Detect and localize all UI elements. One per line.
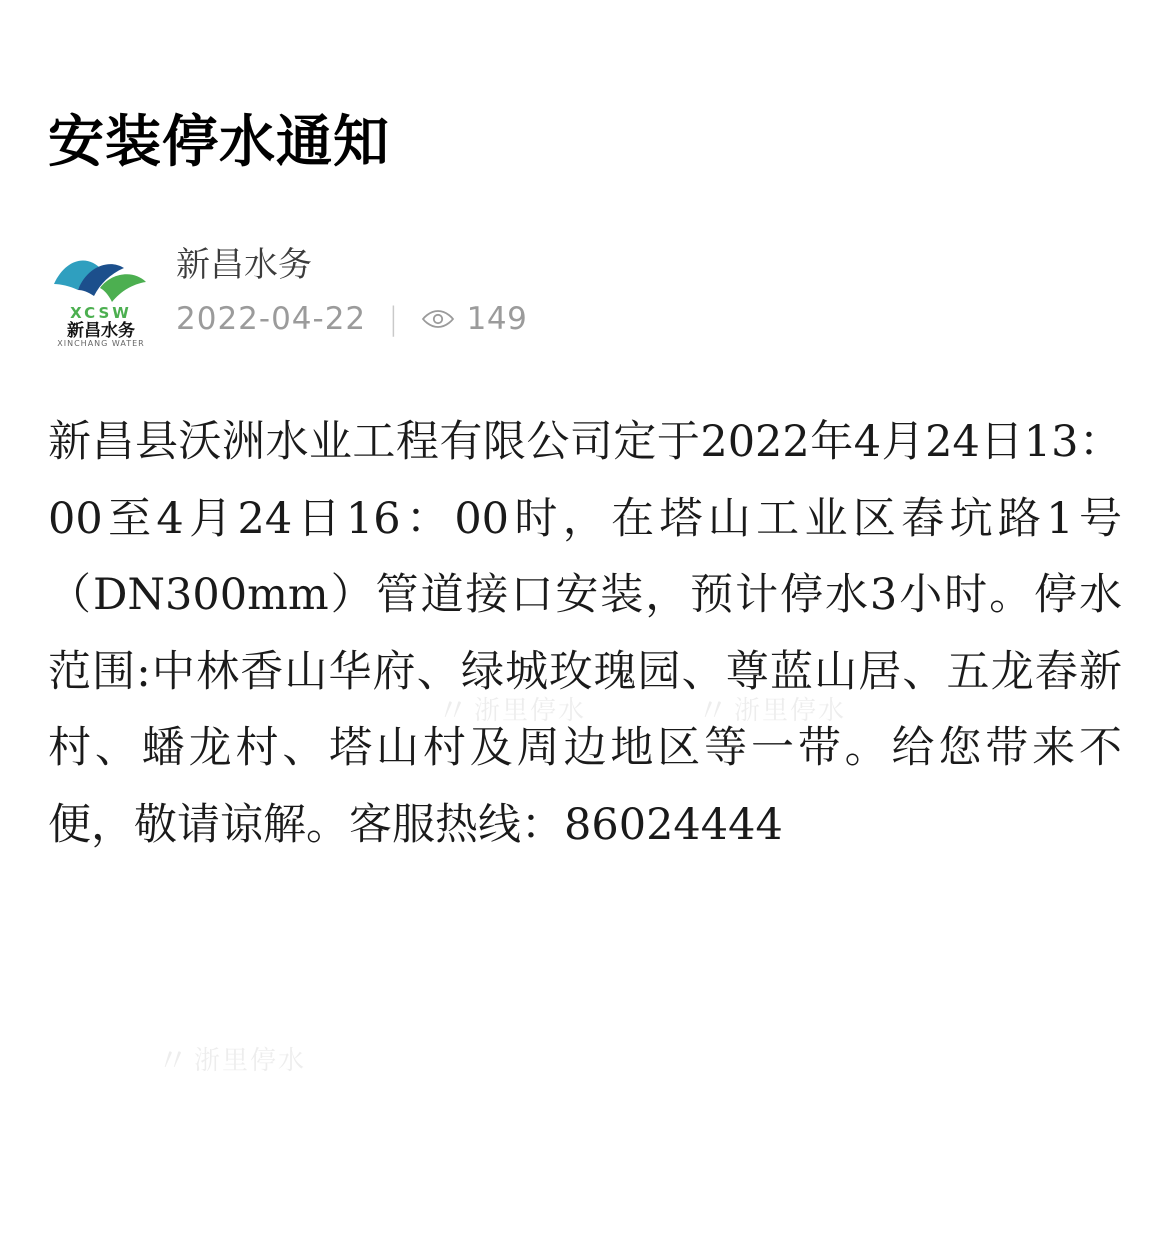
watermark-3 — [156, 1040, 307, 1081]
svg-text:XCSW: XCSW — [70, 304, 132, 322]
meta-separator: | — [388, 300, 399, 337]
source-name[interactable]: 新昌水务 — [176, 245, 312, 285]
page-title: 安装停水通知 — [48, 110, 390, 175]
article-meta — [48, 240, 1122, 348]
watermark-text: 浙里停水 — [194, 1046, 307, 1076]
eye-icon — [421, 308, 455, 330]
watermark-mark: 〃 — [156, 1042, 192, 1081]
view-count-group — [421, 301, 528, 337]
meta-text-block — [176, 240, 527, 337]
svg-text:新昌水务: 新昌水务 — [67, 321, 135, 341]
publish-date: 2022-04-22 — [176, 300, 367, 337]
view-count: 149 — [466, 300, 528, 337]
meta-subline — [176, 301, 527, 337]
watermark-text: 浙里停水 — [474, 696, 587, 726]
article-body: 新昌县沃洲水业工程有限公司定于2022年4月24日13：00至4月24日16：00时，在塔山工业区舂坑路1号（DN300mm）管道接口安装，预计停水3小时。停水范围:中林香山华府、绿城玫瑰园、尊蓝山居、五龙舂新村、蟠龙村、塔山村及周边地区等一带。给您带来不便，敬请谅解。客服热线：86024444 — [48, 417, 1122, 850]
xinchang-water-logo — [48, 242, 154, 348]
watermark-mark: 〃 — [696, 692, 732, 731]
svg-text:XINCHANG WATER: XINCHANG WATER — [57, 339, 145, 348]
watermark-mark: 〃 — [436, 692, 472, 731]
watermark-text: 浙里停水 — [734, 696, 847, 726]
